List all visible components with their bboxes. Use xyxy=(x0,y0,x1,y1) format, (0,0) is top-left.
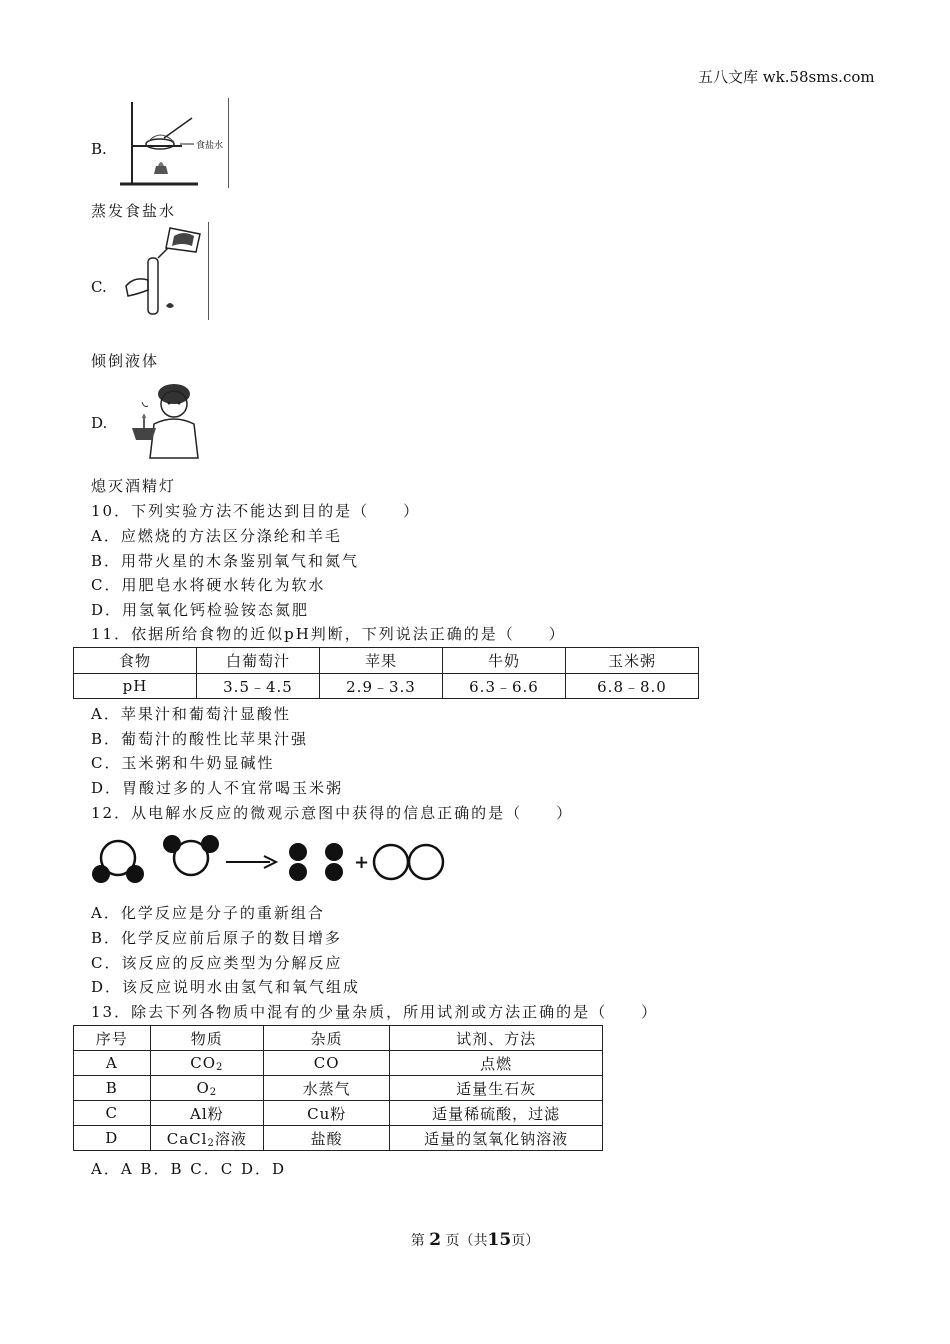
ph-table-value-row xyxy=(74,674,699,699)
option-b-caption: 蒸发食盐水 xyxy=(91,202,177,220)
impurity-header-cell: 序号 xyxy=(74,1026,151,1051)
q13-answer-options: A．A B．B C．C D．D xyxy=(91,1160,287,1178)
pouring-liquid-icon xyxy=(118,222,208,320)
substance-cell: CaCl$_2$溶液 xyxy=(150,1126,264,1151)
electrolysis-diagram xyxy=(88,832,448,892)
impurity-table-row xyxy=(74,1051,603,1076)
substance-cell: $CO_2$ xyxy=(150,1051,264,1076)
impurity-table-row xyxy=(74,1101,603,1126)
impurity-cell: CO xyxy=(264,1051,390,1076)
option-c-label: C. xyxy=(91,278,107,296)
impurity-header-cell: 物质 xyxy=(150,1026,264,1051)
footer-page-number: 2 xyxy=(429,1230,442,1250)
impurity-table-row xyxy=(74,1076,603,1101)
q10-stem: 10．下列实验方法不能达到目的是（ ） xyxy=(91,502,421,520)
impurity-header-cell: 试剂、方法 xyxy=(390,1026,603,1051)
q11-option-b: B．葡萄汁的酸性比苹果汁强 xyxy=(91,730,309,748)
ph-header-cell: 白葡萄汁 xyxy=(197,648,320,674)
ph-header-cell: 食物 xyxy=(74,648,197,674)
footer-middle: 页（共 xyxy=(445,1233,488,1249)
impurity-table xyxy=(73,1025,603,1151)
row-id-cell: C xyxy=(74,1101,151,1126)
ph-value-cell: pH xyxy=(74,674,197,699)
option-d-label: D. xyxy=(91,414,108,432)
option-c-caption: 倾倒液体 xyxy=(91,352,160,370)
extinguish-lamp-figure xyxy=(118,376,208,466)
boy-blowing-lamp-icon xyxy=(118,376,208,466)
evaporation-apparatus-icon xyxy=(118,98,228,188)
ph-header-cell: 苹果 xyxy=(320,648,443,674)
option-b-label: B. xyxy=(91,140,107,158)
ph-value-cell: 2.9﹣3.3 xyxy=(320,674,443,699)
impurity-cell: 盐酸 xyxy=(264,1126,390,1151)
impurity-cell: Cu粉 xyxy=(264,1101,390,1126)
ph-header-cell: 玉米粥 xyxy=(566,648,699,674)
q11-option-a: A．苹果汁和葡萄汁显酸性 xyxy=(91,705,291,723)
impurity-table-header-row xyxy=(74,1026,603,1051)
substance-cell: Al粉 xyxy=(150,1101,264,1126)
page-footer xyxy=(0,1230,950,1250)
row-id-cell: B xyxy=(74,1076,151,1101)
substance-cell: $O_2$ xyxy=(150,1076,264,1101)
impurity-table-row xyxy=(74,1126,603,1151)
evaporation-figure xyxy=(118,98,229,188)
ph-value-cell: 6.8﹣8.0 xyxy=(566,674,699,699)
q10-option-a: A．应燃烧的方法区分涤纶和羊毛 xyxy=(91,527,342,545)
q12-option-b: B．化学反应前后原子的数目增多 xyxy=(91,929,343,947)
watermark: 五八文库 wk.58sms.com xyxy=(698,68,875,86)
q11-option-d: D．胃酸过多的人不宜常喝玉米粥 xyxy=(91,779,344,797)
plus-sign: + xyxy=(354,852,370,873)
q12-stem: 12．从电解水反应的微观示意图中获得的信息正确的是（ ） xyxy=(91,804,574,822)
ph-value-cell: 6.3﹣6.6 xyxy=(443,674,566,699)
q13-stem: 13．除去下列各物质中混有的少量杂质，所用试剂或方法正确的是（ ） xyxy=(91,1003,659,1021)
method-cell: 适量生石灰 xyxy=(390,1076,603,1101)
molecule-diagram-icon xyxy=(88,832,448,892)
q10-option-c: C．用肥皂水将硬水转化为软水 xyxy=(91,576,326,594)
q10-option-d: D．用氢氧化钙检验铵态氮肥 xyxy=(91,601,310,619)
method-cell: 适量稀硫酸，过滤 xyxy=(390,1101,603,1126)
q12-option-d: D．该反应说明水由氢气和氧气组成 xyxy=(91,978,361,996)
footer-prefix: 第 xyxy=(410,1233,425,1249)
ph-value-cell: 3.5﹣4.5 xyxy=(197,674,320,699)
footer-suffix: 页） xyxy=(511,1233,540,1249)
impurity-cell: 水蒸气 xyxy=(264,1076,390,1101)
q10-option-b: B．用带火星的木条鉴别氧气和氮气 xyxy=(91,552,360,570)
pouring-liquid-figure xyxy=(118,222,209,320)
row-id-cell: D xyxy=(74,1126,151,1151)
footer-total-pages: 15 xyxy=(487,1230,512,1250)
q12-option-c: C．该反应的反应类型为分解反应 xyxy=(91,954,343,972)
method-cell: 适量的氢氧化钠溶液 xyxy=(390,1126,603,1151)
ph-header-cell: 牛奶 xyxy=(443,648,566,674)
impurity-header-cell: 杂质 xyxy=(264,1026,390,1051)
ph-table-header-row xyxy=(74,648,699,674)
q11-stem: 11．依据所给食物的近似pH判断，下列说法正确的是（ ） xyxy=(91,625,566,643)
option-d-caption: 熄灭酒精灯 xyxy=(91,477,177,495)
ph-table xyxy=(73,647,699,699)
figure-label-salt-water: 食盐水 xyxy=(196,141,224,151)
q11-option-c: C．玉米粥和牛奶显碱性 xyxy=(91,754,275,772)
method-cell: 点燃 xyxy=(390,1051,603,1076)
q12-option-a: A．化学反应是分子的重新组合 xyxy=(91,904,325,922)
row-id-cell: A xyxy=(74,1051,151,1076)
